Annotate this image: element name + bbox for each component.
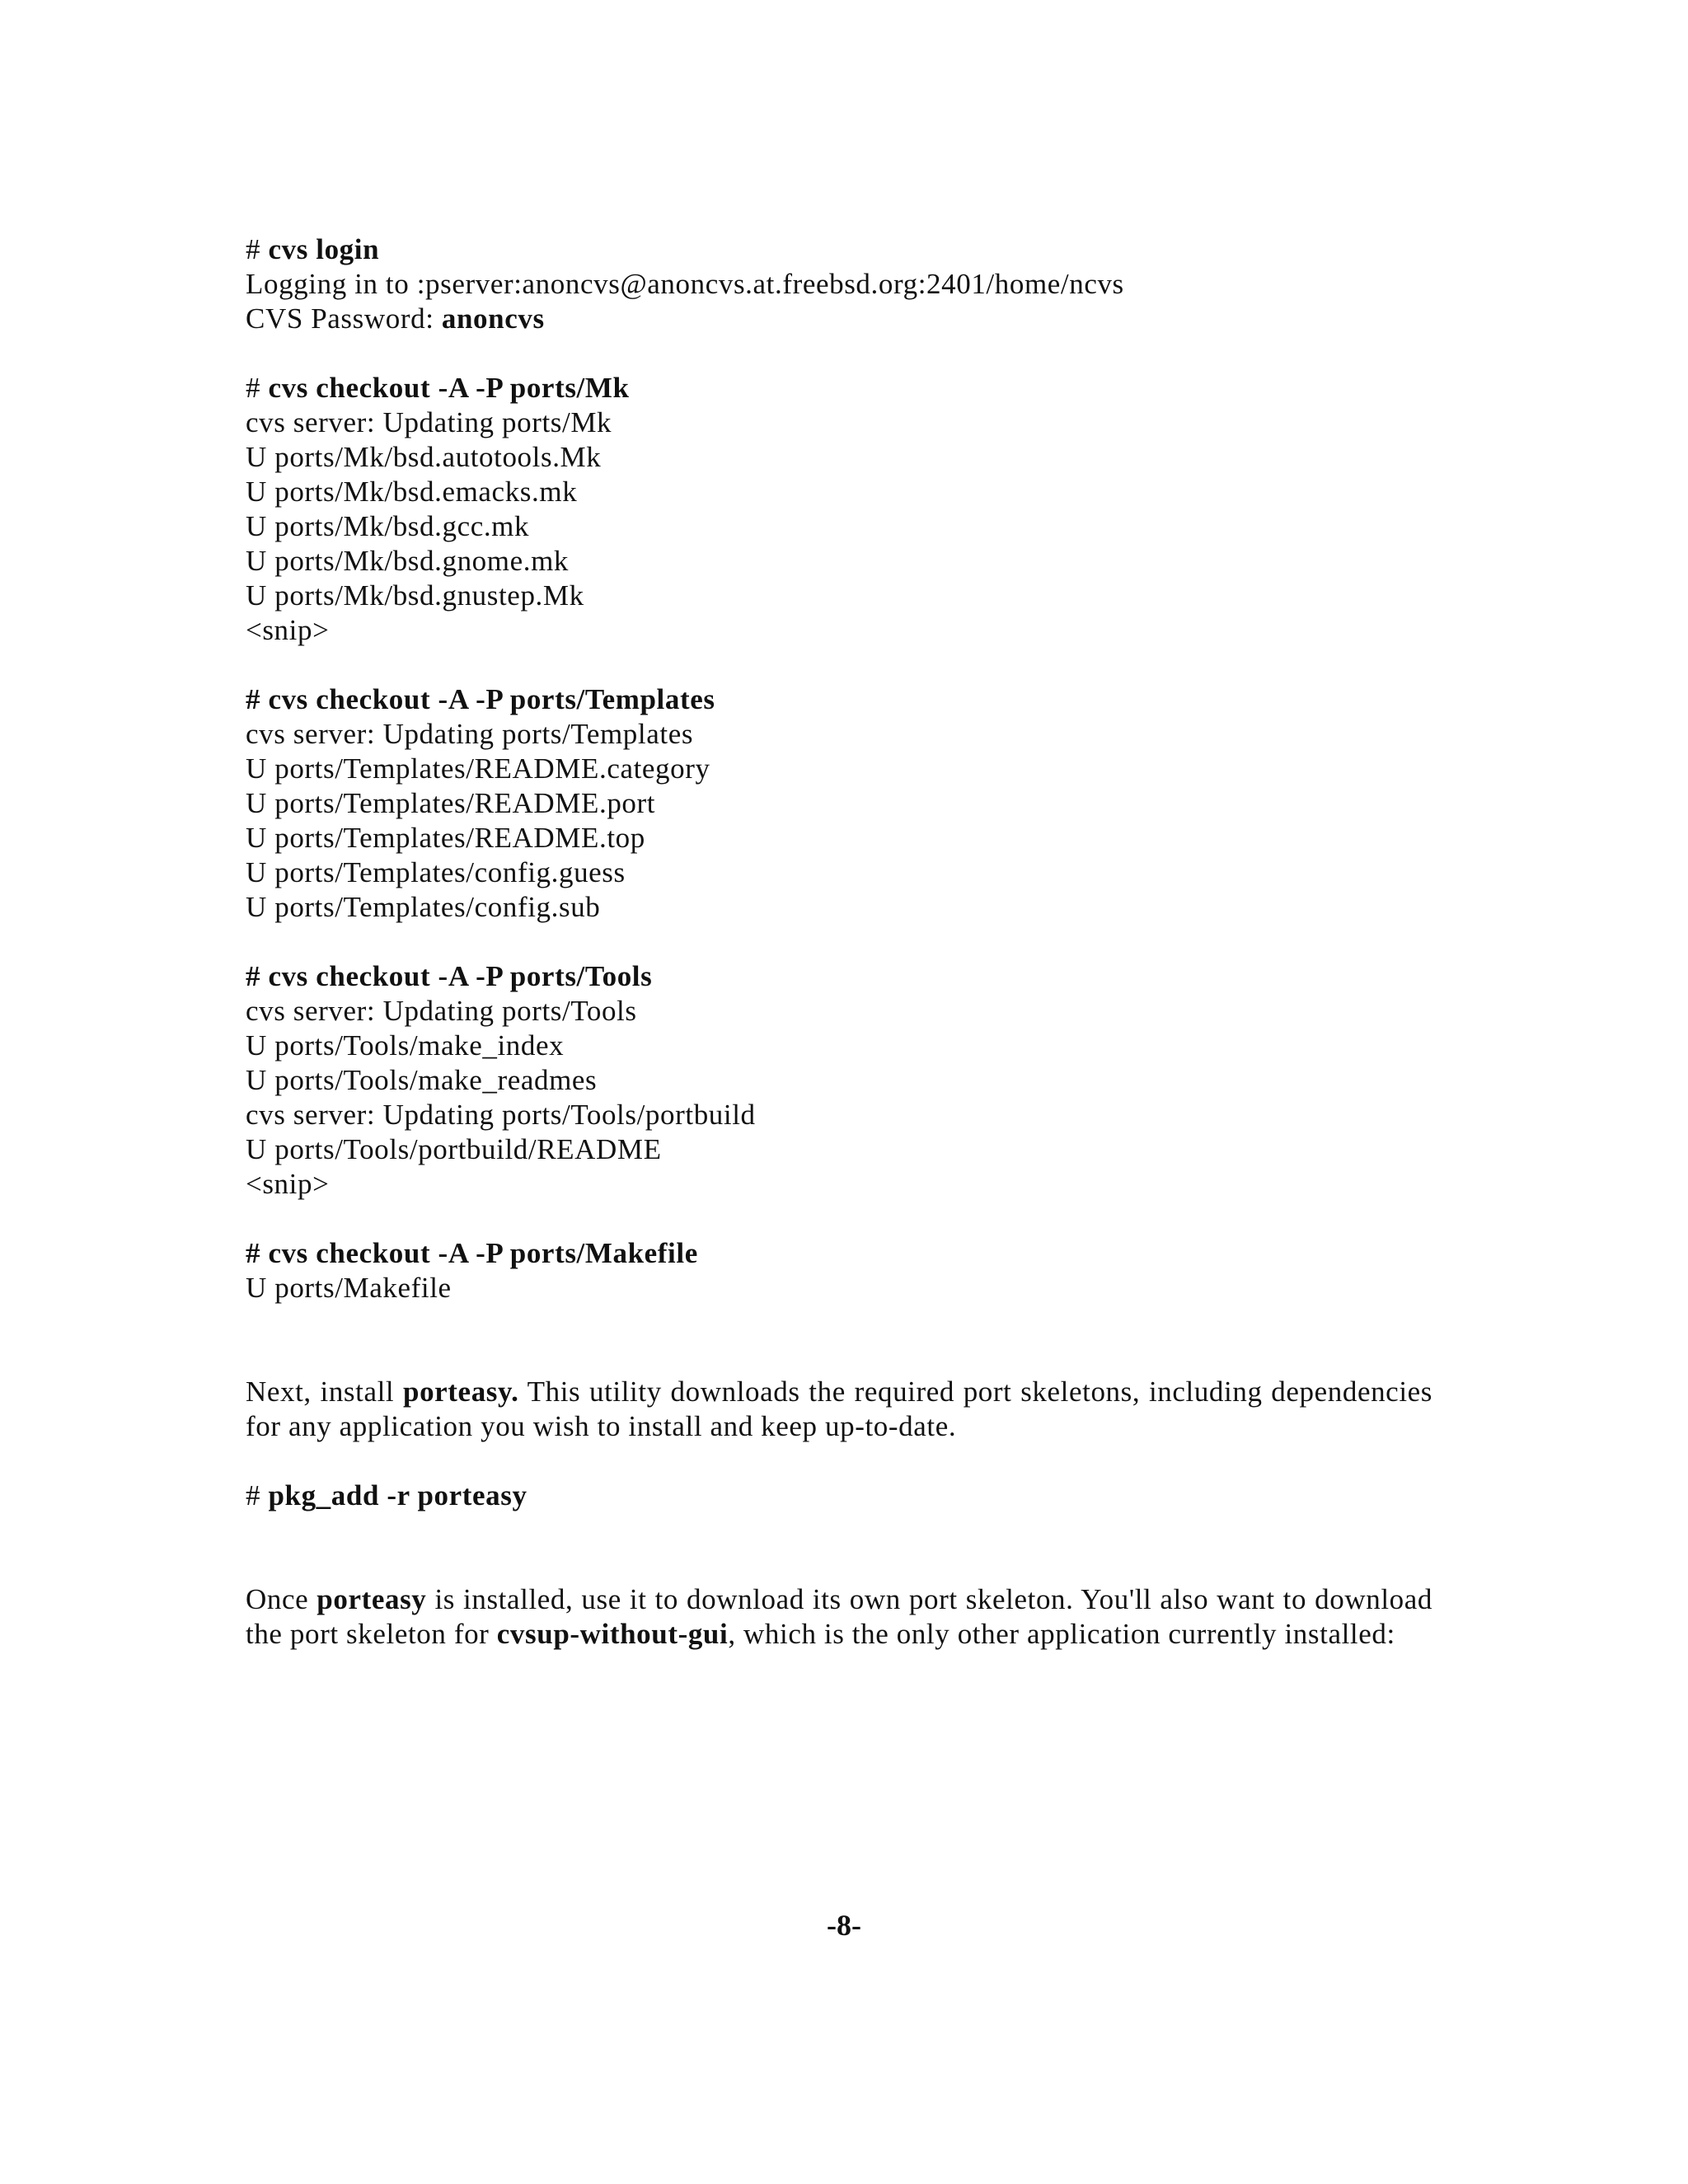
output-line: U ports/Mk/bsd.autotools.Mk [246, 441, 602, 473]
password-label: CVS Password: [246, 302, 442, 335]
text-run: , which is the only other application currently installed: [728, 1618, 1395, 1650]
password-value: anoncvs [441, 302, 545, 335]
command-line [246, 1479, 1449, 1513]
output-line: U ports/Templates/config.sub [246, 891, 601, 923]
prompt: # [246, 1479, 269, 1511]
output-line: cvs server: Updating ports/Tools [246, 995, 637, 1027]
output-line: <snip> [246, 1168, 330, 1200]
text-run: is installed, use it to download its own port skeleton. You'll also want to download the port skeleton for [246, 1583, 1432, 1650]
paragraph-porteasy-intro [246, 1375, 1432, 1444]
prompt: # [246, 372, 269, 404]
command-text: cvs checkout -A -P ports/Mk [268, 372, 630, 404]
output-line: cvs server: Updating ports/Templates [246, 718, 694, 750]
output-line: U ports/Templates/config.guess [246, 856, 626, 888]
output-line: <snip> [246, 614, 330, 646]
checkout-mk-block [246, 371, 1449, 648]
checkout-tools-block [246, 959, 1449, 1202]
paragraph-porteasy-usage [246, 1582, 1432, 1652]
output-line: U ports/Tools/portbuild/README [246, 1133, 662, 1165]
password-line [246, 302, 1449, 336]
output-line: U ports/Templates/README.port [246, 787, 656, 819]
output-line: Logging in to :pserver:anoncvs@anoncvs.at.freebsd.org:2401/home/ncvs [246, 268, 1124, 300]
text-run: Once [246, 1583, 317, 1615]
prompt: # [246, 233, 269, 265]
output-line: cvs server: Updating ports/Mk [246, 406, 612, 438]
output-line: U ports/Mk/bsd.gcc.mk [246, 510, 530, 542]
page-number: -8- [827, 1909, 861, 1942]
checkout-makefile-block [246, 1236, 1449, 1305]
checkout-templates-block [246, 682, 1449, 925]
page-content [246, 232, 1449, 1652]
command-line [246, 371, 1449, 405]
command-line: # cvs checkout -A -P ports/Makefile [246, 1237, 698, 1269]
output-line: U ports/Tools/make_index [246, 1029, 565, 1062]
command-line: # cvs checkout -A -P ports/Templates [246, 683, 715, 715]
pkg-add-block [246, 1479, 1449, 1513]
command-text: pkg_add -r porteasy [268, 1479, 528, 1511]
output-line: cvs server: Updating ports/Tools/portbuild [246, 1099, 756, 1131]
output-line: U ports/Makefile [246, 1272, 452, 1304]
command-text: cvs login [268, 233, 380, 265]
output-line: U ports/Templates/README.top [246, 822, 645, 854]
command-line [246, 232, 1449, 267]
output-line: U ports/Mk/bsd.emacks.mk [246, 476, 578, 508]
text-run: Next, install [246, 1376, 403, 1408]
bold-term: cvsup-without-gui [496, 1618, 729, 1650]
bold-term: porteasy. [403, 1376, 519, 1408]
command-line: # cvs checkout -A -P ports/Tools [246, 960, 653, 992]
output-line: U ports/Mk/bsd.gnome.mk [246, 545, 569, 577]
cvs-login-block [246, 232, 1449, 336]
bold-term: porteasy [316, 1583, 427, 1615]
output-line: U ports/Templates/README.category [246, 752, 710, 785]
output-line: U ports/Tools/make_readmes [246, 1064, 598, 1096]
output-line: U ports/Mk/bsd.gnustep.Mk [246, 579, 584, 612]
text-run: This utility downloads the required port skeletons, including dependencies for any application you wish to install and keep up-to-date. [246, 1376, 1432, 1442]
